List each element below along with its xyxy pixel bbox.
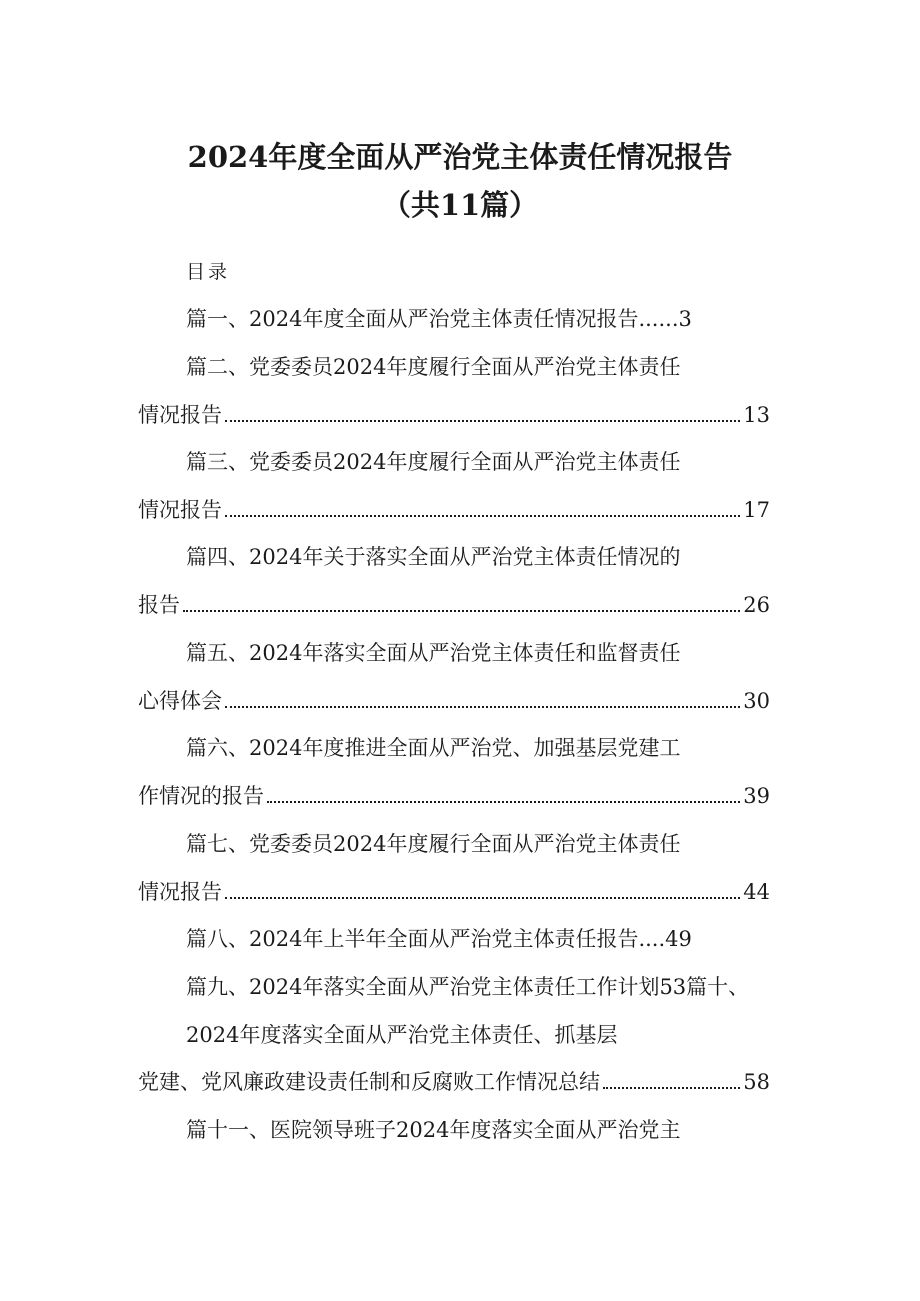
dot-leader — [225, 896, 740, 899]
toc-entry-5-continuation[interactable] — [138, 686, 770, 716]
dot-leader — [183, 609, 740, 612]
toc-entry-label: 作情况的报告 — [138, 784, 264, 808]
dot-leader — [225, 419, 740, 422]
toc-entry-3-continuation[interactable] — [138, 495, 770, 525]
toc-page-number: 30 — [743, 689, 770, 713]
toc-page-number: 58 — [743, 1070, 770, 1094]
toc-entry-1[interactable]: 篇一、2024年度全面从严治党主体责任情况报告......3 — [186, 307, 692, 331]
toc-entry-label: 党建、党风廉政建设责任制和反腐败工作情况总结 — [138, 1070, 600, 1094]
toc-entry-2-continuation[interactable] — [138, 400, 770, 430]
toc-entry-3[interactable]: 篇三、党委委员2024年度履行全面从严治党主体责任 — [186, 450, 681, 474]
dot-leader — [603, 1086, 740, 1089]
toc-heading: 目录 — [186, 261, 231, 283]
dot-leader — [225, 514, 740, 517]
toc-entry-label: 情况报告 — [138, 498, 222, 522]
toc-page-number: 13 — [743, 403, 770, 427]
toc-page-number: 39 — [743, 784, 770, 808]
toc-entry-2[interactable]: 篇二、党委委员2024年度履行全面从严治党主体责任 — [186, 355, 681, 379]
toc-entry-5[interactable]: 篇五、2024年落实全面从严治党主体责任和监督责任 — [186, 641, 681, 665]
toc-entry-6[interactable]: 篇六、2024年度推进全面从严治党、加强基层党建工 — [186, 736, 681, 760]
toc-entry-label: 情况报告 — [138, 403, 222, 427]
document-title: 2024年度全面从严治党主体责任情况报告 — [187, 140, 733, 174]
toc-entry-10[interactable]: 2024年度落实全面从严治党主体责任、抓基层 — [186, 1023, 618, 1047]
toc-entry-11[interactable]: 篇十一、医院领导班子2024年度落实全面从严治党主 — [186, 1118, 681, 1142]
toc-page-number: 17 — [743, 498, 770, 522]
toc-entry-label: 心得体会 — [138, 689, 222, 713]
toc-entry-label: 报告 — [138, 593, 180, 617]
toc-entry-10-continuation[interactable] — [138, 1067, 770, 1097]
document-subtitle: （共11篇） — [381, 188, 539, 222]
toc-entry-4-continuation[interactable] — [138, 590, 770, 620]
toc-entry-9[interactable]: 篇九、2024年落实全面从严治党主体责任工作计划53篇十、 — [186, 975, 750, 999]
toc-page-number: 26 — [743, 593, 770, 617]
toc-entry-4[interactable]: 篇四、2024年关于落实全面从严治党主体责任情况的 — [186, 545, 681, 569]
toc-entry-7[interactable]: 篇七、党委委员2024年度履行全面从严治党主体责任 — [186, 832, 681, 856]
toc-entry-6-continuation[interactable] — [138, 781, 770, 811]
dot-leader — [225, 705, 740, 708]
dot-leader — [267, 800, 740, 803]
toc-entry-8[interactable]: 篇八、2024年上半年全面从严治党主体责任报告....49 — [186, 927, 692, 951]
toc-entry-label: 情况报告 — [138, 880, 222, 904]
toc-page-number: 44 — [743, 880, 770, 904]
toc-entry-7-continuation[interactable] — [138, 877, 770, 907]
